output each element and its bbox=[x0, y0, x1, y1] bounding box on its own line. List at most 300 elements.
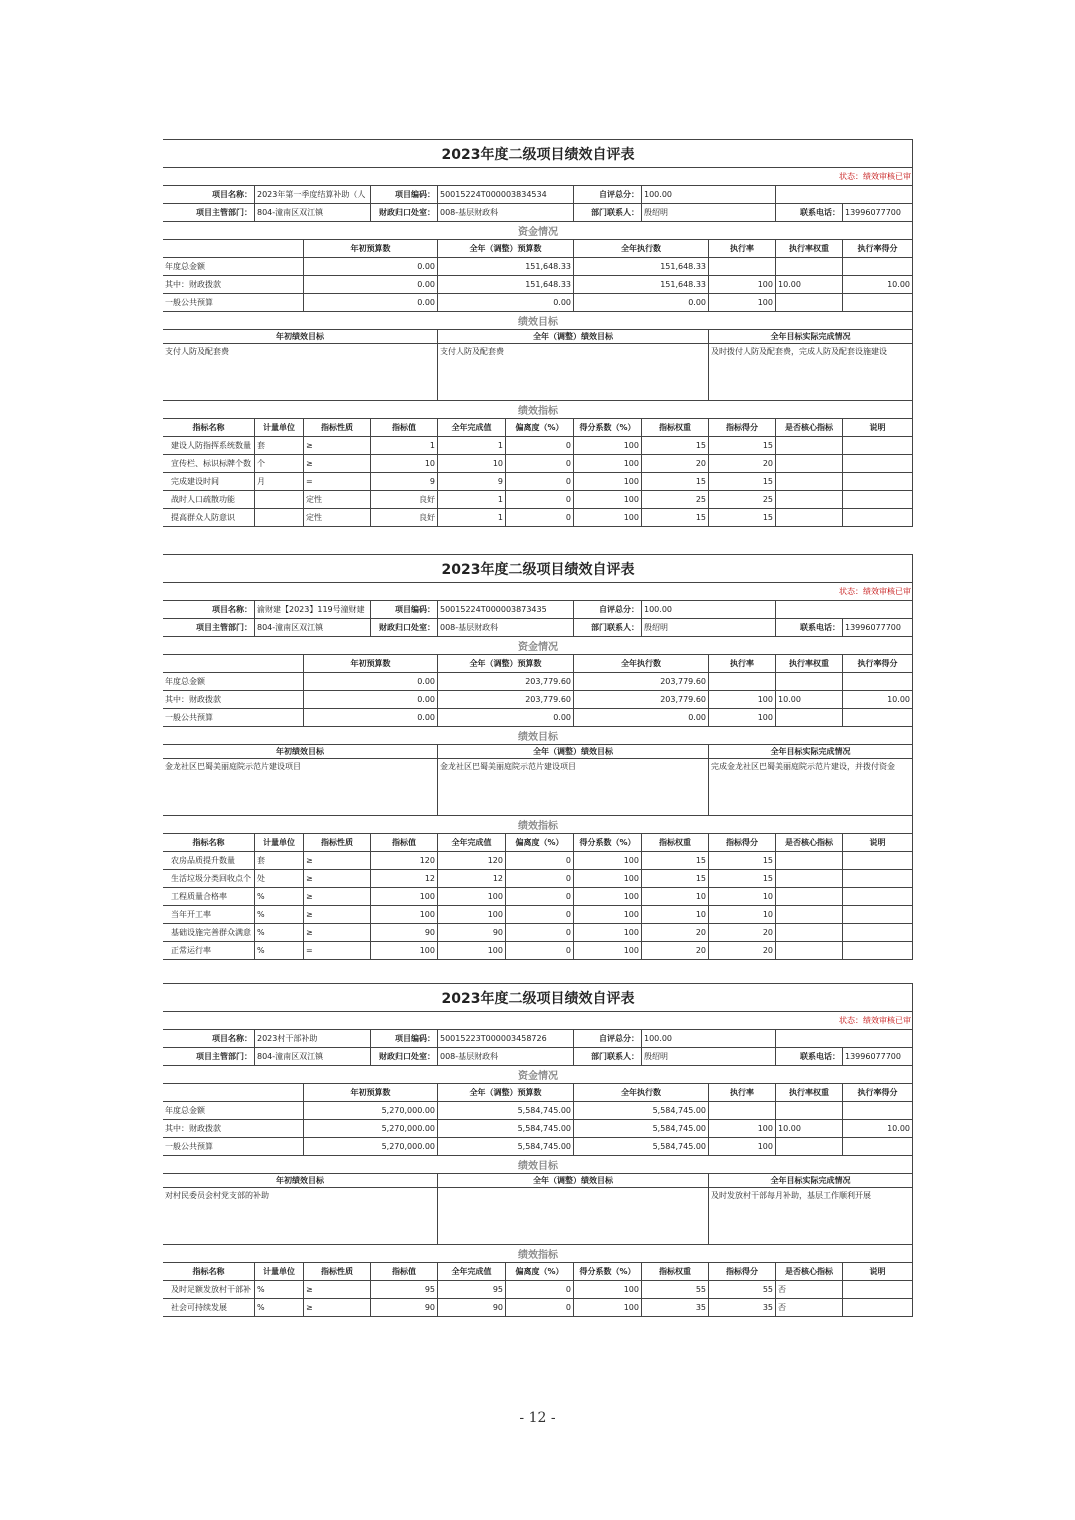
dept-label: 项目主管部门： bbox=[163, 1048, 255, 1066]
self-score-value: 100.00 bbox=[642, 601, 776, 619]
funds-initial: 5,270,000.00 bbox=[304, 1102, 438, 1120]
funds-exec-rate: 100 bbox=[709, 276, 776, 294]
contact-value: 殷绍明 bbox=[642, 204, 776, 222]
indicator-cell: 55 bbox=[709, 1281, 776, 1299]
indicator-cell: 20 bbox=[709, 455, 776, 473]
indicator-cell: 15 bbox=[642, 473, 709, 491]
contact-label: 部门联系人： bbox=[574, 1048, 642, 1066]
funds-row-label: 其中：财政拨款 bbox=[163, 276, 304, 294]
funds-initial: 0.00 bbox=[304, 673, 438, 691]
indicator-name: 完成建设时间 bbox=[163, 473, 255, 491]
funds-adjusted: 5,584,745.00 bbox=[438, 1120, 574, 1138]
col-exec-weight: 执行率权重 bbox=[776, 240, 843, 258]
funds-exec-score bbox=[843, 1102, 913, 1120]
indicator-col-header: 指标得分 bbox=[709, 1263, 776, 1281]
col-adjusted-budget: 全年（调整）预算数 bbox=[438, 240, 574, 258]
indicator-col-header: 指标权重 bbox=[642, 834, 709, 852]
project-code-value: 50015224T000003834534 bbox=[438, 186, 574, 204]
indicator-name: 生活垃圾分类回收点个 bbox=[163, 870, 255, 888]
evaluation-sheet bbox=[163, 983, 913, 1317]
indicator-cell: 0 bbox=[506, 1281, 574, 1299]
indicator-cell: 9 bbox=[371, 473, 438, 491]
goal-adjusted-header: 全年（调整）绩效目标 bbox=[438, 1174, 709, 1188]
goal-adjusted-header: 全年（调整）绩效目标 bbox=[438, 330, 709, 344]
sheet-title: 2023年度二级项目绩效自评表 bbox=[163, 140, 913, 168]
phone-label: 联系电话： bbox=[776, 204, 843, 222]
funds-executed: 151,648.33 bbox=[574, 276, 709, 294]
goal-initial-text: 支付人防及配套费 bbox=[163, 344, 438, 401]
indicator-col-header: 指标值 bbox=[371, 1263, 438, 1281]
funds-adjusted: 203,779.60 bbox=[438, 673, 574, 691]
indicator-name: 提高群众人防意识 bbox=[163, 509, 255, 527]
indicator-cell: 100 bbox=[371, 906, 438, 924]
dept-label: 项目主管部门： bbox=[163, 204, 255, 222]
indicator-cell: % bbox=[255, 924, 304, 942]
indicator-col-header: 指标权重 bbox=[642, 1263, 709, 1281]
contact-label: 部门联系人： bbox=[574, 619, 642, 637]
indicator-col-header: 指标名称 bbox=[163, 419, 255, 437]
indicator-col-header: 是否核心指标 bbox=[776, 419, 843, 437]
funds-executed: 5,584,745.00 bbox=[574, 1102, 709, 1120]
col-initial-budget: 年初预算数 bbox=[304, 240, 438, 258]
indicator-cell: 15 bbox=[642, 870, 709, 888]
indicator-cell: 1 bbox=[438, 491, 506, 509]
funds-corner bbox=[163, 240, 304, 258]
indicator-cell bbox=[776, 906, 843, 924]
funds-executed: 5,584,745.00 bbox=[574, 1138, 709, 1156]
indicator-col-header: 得分系数（%） bbox=[574, 419, 642, 437]
funds-exec-score: 10.00 bbox=[843, 1120, 913, 1138]
indicator-cell: 100 bbox=[574, 870, 642, 888]
funds-exec-rate: 100 bbox=[709, 691, 776, 709]
funds-exec-score: 10.00 bbox=[843, 691, 913, 709]
funds-corner bbox=[163, 1084, 304, 1102]
indicator-cell: 120 bbox=[371, 852, 438, 870]
indicator-cell: 0 bbox=[506, 491, 574, 509]
project-code-value: 50015223T000003458726 bbox=[438, 1030, 574, 1048]
indicator-cell bbox=[843, 852, 913, 870]
funds-exec-score bbox=[843, 709, 913, 727]
phone-value: 13996077700 bbox=[843, 1048, 913, 1066]
funds-row-label: 年度总金额 bbox=[163, 258, 304, 276]
indicator-cell: 15 bbox=[642, 852, 709, 870]
funds-executed: 203,779.60 bbox=[574, 691, 709, 709]
status-row bbox=[163, 583, 913, 601]
indicator-cell bbox=[776, 455, 843, 473]
col-executed: 全年执行数 bbox=[574, 1084, 709, 1102]
funds-exec-weight: 10.00 bbox=[776, 276, 843, 294]
indicator-col-header: 偏离度（%） bbox=[506, 419, 574, 437]
indicator-cell: 100 bbox=[574, 473, 642, 491]
phone-value: 13996077700 bbox=[843, 204, 913, 222]
indicator-cell bbox=[776, 924, 843, 942]
indicator-cell: 95 bbox=[371, 1281, 438, 1299]
indicator-cell bbox=[843, 473, 913, 491]
indicator-cell: 套 bbox=[255, 437, 304, 455]
indicator-cell: 20 bbox=[642, 942, 709, 960]
funds-initial: 0.00 bbox=[304, 294, 438, 312]
blank-cell bbox=[776, 601, 913, 619]
indicator-cell bbox=[843, 870, 913, 888]
indicator-cell: 15 bbox=[642, 509, 709, 527]
indicators-section-title: 绩效指标 bbox=[163, 816, 913, 834]
indicator-cell: 10 bbox=[642, 888, 709, 906]
col-adjusted-budget: 全年（调整）预算数 bbox=[438, 1084, 574, 1102]
indicator-cell: 否 bbox=[776, 1299, 843, 1317]
sheet-title: 2023年度二级项目绩效自评表 bbox=[163, 555, 913, 583]
indicator-cell: 15 bbox=[642, 437, 709, 455]
indicator-cell bbox=[255, 509, 304, 527]
indicator-cell: 100 bbox=[574, 1281, 642, 1299]
indicator-cell: 9 bbox=[438, 473, 506, 491]
project-name-label: 项目名称： bbox=[163, 186, 255, 204]
goal-adjusted-text: 支付人防及配套费 bbox=[438, 344, 709, 401]
indicator-cell: 20 bbox=[642, 924, 709, 942]
indicator-col-header: 计量单位 bbox=[255, 419, 304, 437]
funds-section-title: 资金情况 bbox=[163, 1066, 913, 1084]
indicator-col-header: 指标得分 bbox=[709, 419, 776, 437]
indicator-col-header: 指标权重 bbox=[642, 419, 709, 437]
funds-exec-score bbox=[843, 258, 913, 276]
dept-value: 804-潼南区双江镇 bbox=[255, 204, 371, 222]
goal-initial-text: 金龙社区巴蜀美丽庭院示范片建设项目 bbox=[163, 759, 438, 816]
funds-exec-weight bbox=[776, 294, 843, 312]
indicator-cell: 15 bbox=[709, 870, 776, 888]
status-value: 绩效审核已审 bbox=[863, 587, 911, 596]
indicator-cell bbox=[776, 870, 843, 888]
indicator-cell: 0 bbox=[506, 906, 574, 924]
indicator-cell: 25 bbox=[709, 491, 776, 509]
indicator-cell: 100 bbox=[574, 924, 642, 942]
indicator-name: 基础设施完善群众满意 bbox=[163, 924, 255, 942]
indicator-col-header: 说明 bbox=[843, 419, 913, 437]
funds-initial: 0.00 bbox=[304, 276, 438, 294]
indicator-cell bbox=[776, 473, 843, 491]
contact-value: 殷绍明 bbox=[642, 1048, 776, 1066]
indicator-cell: = bbox=[304, 473, 371, 491]
indicator-cell: 良好 bbox=[371, 509, 438, 527]
indicator-cell: 0 bbox=[506, 437, 574, 455]
evaluation-sheet bbox=[163, 139, 913, 527]
indicator-cell: 100 bbox=[574, 852, 642, 870]
project-name-value: 2023村干部补助 bbox=[255, 1030, 371, 1048]
indicator-cell: 0 bbox=[506, 870, 574, 888]
col-exec-weight: 执行率权重 bbox=[776, 655, 843, 673]
indicator-cell bbox=[843, 906, 913, 924]
funds-exec-weight: 10.00 bbox=[776, 691, 843, 709]
indicator-cell: 55 bbox=[642, 1281, 709, 1299]
goal-initial-header: 年初绩效目标 bbox=[163, 330, 438, 344]
indicator-col-header: 指标值 bbox=[371, 419, 438, 437]
indicator-cell bbox=[843, 491, 913, 509]
indicator-cell: 90 bbox=[371, 1299, 438, 1317]
status-value: 绩效审核已审 bbox=[863, 172, 911, 181]
goal-actual-header: 全年目标实际完成情况 bbox=[709, 1174, 913, 1188]
indicator-name: 战时人口疏散功能 bbox=[163, 491, 255, 509]
indicator-cell bbox=[843, 437, 913, 455]
goal-initial-header: 年初绩效目标 bbox=[163, 1174, 438, 1188]
indicator-col-header: 偏离度（%） bbox=[506, 834, 574, 852]
funds-exec-weight bbox=[776, 709, 843, 727]
indicator-cell: 1 bbox=[438, 437, 506, 455]
indicator-cell: 0 bbox=[506, 1299, 574, 1317]
project-code-label: 项目编码： bbox=[371, 186, 438, 204]
indicator-cell: 套 bbox=[255, 852, 304, 870]
goal-actual-header: 全年目标实际完成情况 bbox=[709, 745, 913, 759]
indicator-cell bbox=[776, 942, 843, 960]
goal-actual-text: 及时发放村干部每月补助，基层工作顺利开展 bbox=[709, 1188, 913, 1245]
indicator-col-header: 偏离度（%） bbox=[506, 1263, 574, 1281]
indicator-cell: 20 bbox=[709, 924, 776, 942]
indicator-cell: 10 bbox=[371, 455, 438, 473]
indicator-cell: 100 bbox=[438, 888, 506, 906]
indicator-cell: 15 bbox=[709, 852, 776, 870]
funds-exec-score: 10.00 bbox=[843, 276, 913, 294]
indicator-cell: 0 bbox=[506, 852, 574, 870]
funds-row-label: 年度总金额 bbox=[163, 673, 304, 691]
indicator-cell bbox=[776, 852, 843, 870]
funds-adjusted: 151,648.33 bbox=[438, 276, 574, 294]
indicator-col-header: 计量单位 bbox=[255, 834, 304, 852]
col-executed: 全年执行数 bbox=[574, 655, 709, 673]
indicator-cell: % bbox=[255, 942, 304, 960]
indicator-name: 当年开工率 bbox=[163, 906, 255, 924]
goal-actual-header: 全年目标实际完成情况 bbox=[709, 330, 913, 344]
funds-exec-rate: 100 bbox=[709, 294, 776, 312]
indicator-name: 工程质量合格率 bbox=[163, 888, 255, 906]
funds-row-label: 其中：财政拨款 bbox=[163, 1120, 304, 1138]
funds-executed: 0.00 bbox=[574, 709, 709, 727]
finance-office-label: 财政归口处室： bbox=[371, 1048, 438, 1066]
indicator-cell bbox=[776, 888, 843, 906]
indicator-cell: ≥ bbox=[304, 888, 371, 906]
funds-row-label: 一般公共预算 bbox=[163, 294, 304, 312]
indicator-cell bbox=[843, 888, 913, 906]
indicator-name: 农房品质提升数量 bbox=[163, 852, 255, 870]
indicator-cell: ≥ bbox=[304, 1299, 371, 1317]
funds-section-title: 资金情况 bbox=[163, 222, 913, 240]
phone-label: 联系电话： bbox=[776, 1048, 843, 1066]
indicator-cell bbox=[843, 942, 913, 960]
funds-initial: 0.00 bbox=[304, 691, 438, 709]
funds-exec-weight bbox=[776, 1138, 843, 1156]
indicator-cell: 0 bbox=[506, 942, 574, 960]
indicator-col-header: 指标性质 bbox=[304, 419, 371, 437]
indicator-cell: 良好 bbox=[371, 491, 438, 509]
self-score-label: 自评总分： bbox=[574, 1030, 642, 1048]
indicator-cell bbox=[843, 1281, 913, 1299]
indicator-cell: ≥ bbox=[304, 870, 371, 888]
col-initial-budget: 年初预算数 bbox=[304, 655, 438, 673]
indicator-cell: 月 bbox=[255, 473, 304, 491]
indicator-col-header: 全年完成值 bbox=[438, 834, 506, 852]
indicator-col-header: 指标性质 bbox=[304, 1263, 371, 1281]
status-label: 状态： bbox=[839, 587, 863, 596]
col-adjusted-budget: 全年（调整）预算数 bbox=[438, 655, 574, 673]
indicator-cell: 90 bbox=[438, 924, 506, 942]
self-score-value: 100.00 bbox=[642, 186, 776, 204]
funds-executed: 5,584,745.00 bbox=[574, 1120, 709, 1138]
indicator-cell: 25 bbox=[642, 491, 709, 509]
indicator-cell: 35 bbox=[642, 1299, 709, 1317]
funds-adjusted: 5,584,745.00 bbox=[438, 1138, 574, 1156]
evaluation-sheet bbox=[163, 554, 913, 960]
phone-value: 13996077700 bbox=[843, 619, 913, 637]
funds-adjusted: 0.00 bbox=[438, 709, 574, 727]
indicator-cell: ≥ bbox=[304, 455, 371, 473]
indicators-section-title: 绩效指标 bbox=[163, 401, 913, 419]
indicator-cell: % bbox=[255, 1281, 304, 1299]
goals-section-title: 绩效目标 bbox=[163, 727, 913, 745]
col-exec-score: 执行率得分 bbox=[843, 655, 913, 673]
funds-executed: 203,779.60 bbox=[574, 673, 709, 691]
funds-initial: 5,270,000.00 bbox=[304, 1138, 438, 1156]
goals-section-title: 绩效目标 bbox=[163, 312, 913, 330]
indicator-name: 正常运行率 bbox=[163, 942, 255, 960]
indicator-cell: 100 bbox=[574, 906, 642, 924]
funds-executed: 0.00 bbox=[574, 294, 709, 312]
indicator-cell: 95 bbox=[438, 1281, 506, 1299]
project-name-label: 项目名称： bbox=[163, 601, 255, 619]
status-label: 状态： bbox=[839, 172, 863, 181]
indicator-cell: 0 bbox=[506, 473, 574, 491]
indicator-cell: 定性 bbox=[304, 509, 371, 527]
indicator-col-header: 得分系数（%） bbox=[574, 834, 642, 852]
col-exec-weight: 执行率权重 bbox=[776, 1084, 843, 1102]
indicator-cell bbox=[843, 1299, 913, 1317]
indicator-cell: 15 bbox=[709, 473, 776, 491]
project-name-label: 项目名称： bbox=[163, 1030, 255, 1048]
contact-value: 殷绍明 bbox=[642, 619, 776, 637]
project-name-value: 2023年第一季度结算补助（人 bbox=[255, 186, 371, 204]
funds-exec-rate: 100 bbox=[709, 1120, 776, 1138]
indicator-col-header: 全年完成值 bbox=[438, 1263, 506, 1281]
indicator-cell: 12 bbox=[371, 870, 438, 888]
status-row bbox=[163, 168, 913, 186]
indicator-cell: 0 bbox=[506, 924, 574, 942]
indicator-cell: = bbox=[304, 942, 371, 960]
funds-exec-weight bbox=[776, 1102, 843, 1120]
indicator-cell: 120 bbox=[438, 852, 506, 870]
goal-initial-text: 对村民委员会村党支部的补助 bbox=[163, 1188, 438, 1245]
indicator-cell: 20 bbox=[642, 455, 709, 473]
indicator-cell: 个 bbox=[255, 455, 304, 473]
indicator-col-header: 得分系数（%） bbox=[574, 1263, 642, 1281]
indicator-cell: 处 bbox=[255, 870, 304, 888]
sheet-title: 2023年度二级项目绩效自评表 bbox=[163, 984, 913, 1012]
indicator-cell: 10 bbox=[642, 906, 709, 924]
indicator-cell: 100 bbox=[574, 888, 642, 906]
indicator-cell: ≥ bbox=[304, 906, 371, 924]
indicator-cell: 100 bbox=[574, 437, 642, 455]
funds-exec-rate bbox=[709, 1102, 776, 1120]
goal-adjusted-text: 金龙社区巴蜀美丽庭院示范片建设项目 bbox=[438, 759, 709, 816]
indicator-cell: 10 bbox=[438, 455, 506, 473]
indicator-cell: 1 bbox=[438, 509, 506, 527]
indicator-cell: 15 bbox=[709, 437, 776, 455]
indicator-name: 社会可持续发展 bbox=[163, 1299, 255, 1317]
indicator-cell: 10 bbox=[709, 906, 776, 924]
goals-section-title: 绩效目标 bbox=[163, 1156, 913, 1174]
indicator-cell bbox=[843, 924, 913, 942]
indicator-name: 宣传栏、标识标牌个数 bbox=[163, 455, 255, 473]
indicator-cell: 100 bbox=[574, 1299, 642, 1317]
self-score-value: 100.00 bbox=[642, 1030, 776, 1048]
finance-office-label: 财政归口处室： bbox=[371, 204, 438, 222]
indicator-cell bbox=[776, 509, 843, 527]
indicator-cell: 100 bbox=[574, 509, 642, 527]
indicator-col-header: 指标名称 bbox=[163, 834, 255, 852]
indicator-cell bbox=[843, 509, 913, 527]
indicator-col-header: 是否核心指标 bbox=[776, 1263, 843, 1281]
goal-initial-header: 年初绩效目标 bbox=[163, 745, 438, 759]
indicator-cell: 100 bbox=[438, 906, 506, 924]
indicator-cell: 100 bbox=[574, 455, 642, 473]
funds-adjusted: 0.00 bbox=[438, 294, 574, 312]
indicator-cell: % bbox=[255, 888, 304, 906]
indicator-cell: 12 bbox=[438, 870, 506, 888]
goal-adjusted-text bbox=[438, 1188, 709, 1245]
sheet-grid bbox=[163, 554, 913, 960]
funds-exec-weight bbox=[776, 258, 843, 276]
indicator-cell: 1 bbox=[371, 437, 438, 455]
funds-adjusted: 5,584,745.00 bbox=[438, 1102, 574, 1120]
indicator-name: 建设人防指挥系统数量 bbox=[163, 437, 255, 455]
indicator-cell: 20 bbox=[709, 942, 776, 960]
indicator-cell: 否 bbox=[776, 1281, 843, 1299]
indicator-cell: 100 bbox=[574, 491, 642, 509]
dept-value: 804-潼南区双江镇 bbox=[255, 619, 371, 637]
funds-exec-weight bbox=[776, 673, 843, 691]
indicator-cell bbox=[776, 437, 843, 455]
indicator-cell: % bbox=[255, 1299, 304, 1317]
indicator-col-header: 指标值 bbox=[371, 834, 438, 852]
indicator-col-header: 计量单位 bbox=[255, 1263, 304, 1281]
indicator-cell: 定性 bbox=[304, 491, 371, 509]
indicator-cell: 0 bbox=[506, 888, 574, 906]
funds-row-label: 年度总金额 bbox=[163, 1102, 304, 1120]
col-exec-score: 执行率得分 bbox=[843, 1084, 913, 1102]
funds-row-label: 一般公共预算 bbox=[163, 1138, 304, 1156]
project-code-value: 50015224T000003873435 bbox=[438, 601, 574, 619]
indicator-cell: ≥ bbox=[304, 1281, 371, 1299]
sheet-grid bbox=[163, 139, 913, 527]
funds-adjusted: 151,648.33 bbox=[438, 258, 574, 276]
indicator-cell: 90 bbox=[371, 924, 438, 942]
funds-row-label: 一般公共预算 bbox=[163, 709, 304, 727]
funds-exec-rate bbox=[709, 258, 776, 276]
funds-initial: 0.00 bbox=[304, 258, 438, 276]
goal-actual-text: 完成金龙社区巴蜀美丽庭院示范片建设，并拨付资金 bbox=[709, 759, 913, 816]
sheet-grid bbox=[163, 983, 913, 1317]
indicator-cell: 100 bbox=[574, 942, 642, 960]
funds-exec-score bbox=[843, 673, 913, 691]
finance-office-label: 财政归口处室： bbox=[371, 619, 438, 637]
indicators-section-title: 绩效指标 bbox=[163, 1245, 913, 1263]
indicator-cell: 100 bbox=[371, 888, 438, 906]
funds-executed: 151,648.33 bbox=[574, 258, 709, 276]
finance-office-value: 008-基层财政科 bbox=[438, 1048, 574, 1066]
funds-corner bbox=[163, 655, 304, 673]
indicator-cell: ≥ bbox=[304, 437, 371, 455]
indicator-col-header: 指标名称 bbox=[163, 1263, 255, 1281]
self-score-label: 自评总分： bbox=[574, 186, 642, 204]
funds-adjusted: 203,779.60 bbox=[438, 691, 574, 709]
indicator-cell: % bbox=[255, 906, 304, 924]
indicator-cell: 100 bbox=[371, 942, 438, 960]
col-exec-score: 执行率得分 bbox=[843, 240, 913, 258]
indicator-cell: 0 bbox=[506, 455, 574, 473]
